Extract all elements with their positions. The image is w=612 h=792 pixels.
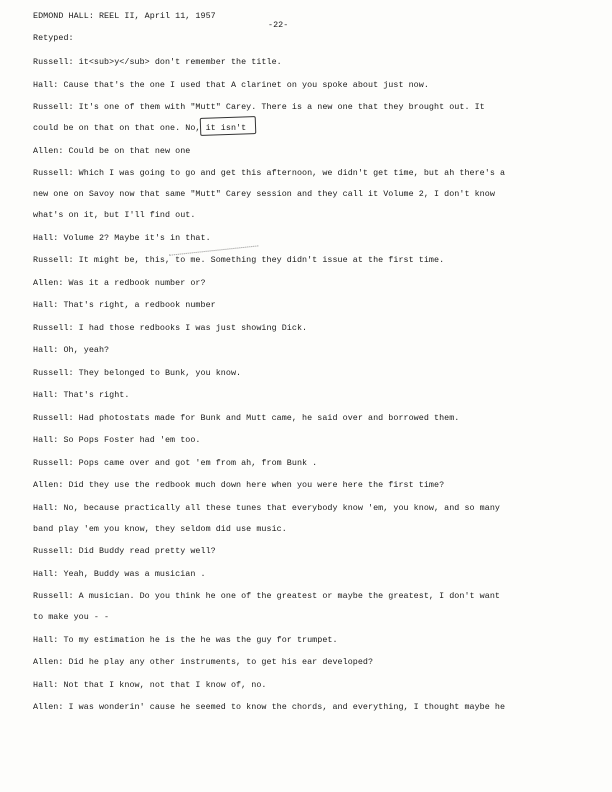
transcript-line: Russell: It might be, this, to me. Something they didn't issue at the first time.	[33, 255, 445, 265]
transcript-line: what's on it, but I'll find out.	[33, 210, 196, 220]
transcript-line: Russell: Which I was going to go and get this afternoon, we didn't get time, but ah there's a	[33, 168, 506, 178]
transcript-line: Hall: That's right, a redbook number	[33, 300, 216, 310]
transcript-line: new one on Savoy now that same "Mutt" Carey session and they call it Volume 2, I don't know	[33, 189, 495, 199]
transcript-line: Hall: That's right.	[33, 390, 130, 400]
transcript-body	[33, 57, 578, 712]
transcript-line: Russell: Had photostats made for Bunk and Mutt came, he said over and borrowed them.	[33, 412, 460, 423]
transcript-line: Hall: Not that I know, not that I know of, no.	[33, 679, 267, 690]
transcript-line: Hall: Cause that's the one I used that A clarinet on you spoke about just now.	[33, 79, 429, 90]
transcript-line: band play 'em you know, they seldom did use music.	[33, 523, 287, 534]
retyped-label: Retyped:	[33, 33, 74, 43]
transcript-line: Russell: It's one of them with "Mutt" Carey. There is a new one that they brought out. It	[33, 102, 485, 112]
transcript-line: Hall: Volume 2? Maybe it's in that.	[33, 232, 211, 243]
transcript-line: Allen: Did they use the redbook much down here when you were here the first time?	[33, 480, 445, 490]
transcript-line: Allen: Was it a redbook number or?	[33, 277, 206, 288]
transcript-line: Russell: it<sub>y</sub> don't remember the title.	[33, 57, 282, 67]
page-number: -22-	[268, 20, 289, 30]
transcript-line: Russell: Pops came over and got 'em from ah, from Bunk .	[33, 457, 318, 468]
transcript-line: Hall: So Pops Foster had 'em too.	[33, 435, 201, 445]
transcript-line: Hall: To my estimation he is the he was the guy for trumpet.	[33, 634, 338, 645]
transcript-line: Russell: A musician. Do you think he one of the greatest or maybe the greatest, I don't want	[33, 591, 500, 601]
transcript-line: to make you - -	[33, 612, 110, 622]
transcript-line: Hall: Oh, yeah?	[33, 345, 110, 355]
handwritten-correction-box	[200, 116, 257, 136]
transcript-line: could be on that on that one. No, it isn't	[33, 123, 247, 133]
transcript-line: Russell: Did Buddy read pretty well?	[33, 546, 216, 556]
transcript-line: Hall: Yeah, Buddy was a musician .	[33, 568, 206, 579]
transcript-line: Hall: No, because practically all these tunes that everybody know 'em, you know, and so many	[33, 502, 500, 513]
document-header: EDMOND HALL: REEL II, April 11, 1957	[33, 11, 216, 21]
transcript-line: Allen: Could be on that new one	[33, 145, 191, 156]
transcript-line: Russell: I had those redbooks I was just showing Dick.	[33, 322, 308, 333]
transcript-line: Allen: I was wonderin' cause he seemed to know the chords, and everything, I thought maybe he	[33, 702, 506, 712]
transcript-line: Allen: Did he play any other instruments, to get his ear developed?	[33, 657, 374, 667]
transcript-line: Russell: They belonged to Bunk, you know.	[33, 367, 242, 378]
